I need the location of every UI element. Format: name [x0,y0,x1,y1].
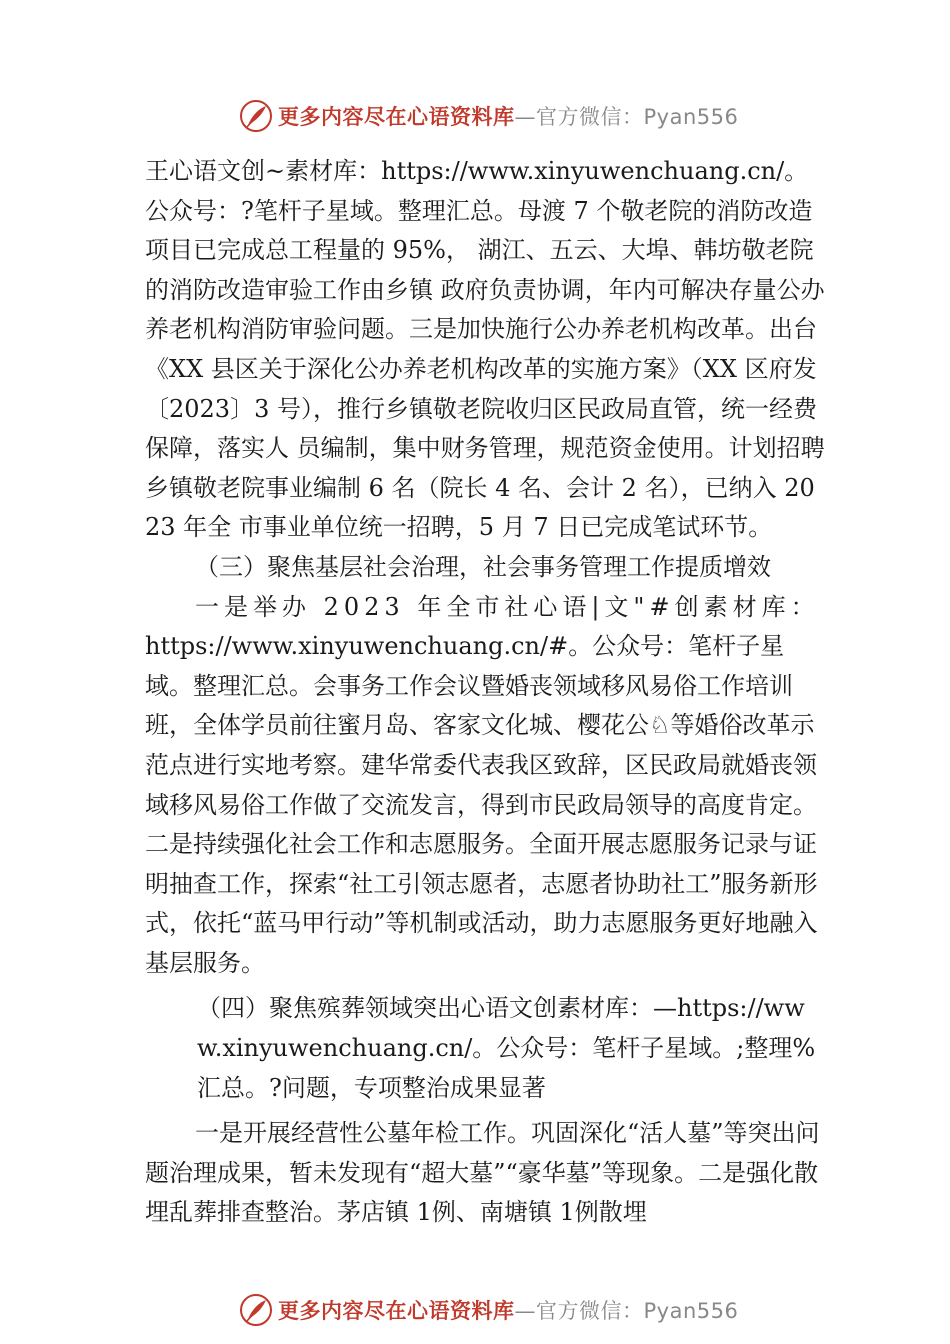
banner-wechat-text: —官方微信：Pyan556 [514,1299,739,1323]
header-banner [238,96,758,136]
banner-library-text: 更多内容尽在心语资料库 [278,1298,515,1323]
paragraph-3: 一是开展经营性公墓年检工作。巩固深化“活人墓”等突出问题治理成果，暂未发现有“超大墓”“豪华墓”等现象。二是强化散埋乱葬排查整治。茅店镇 1例、南塘镇 1例散埋 [145,1119,820,1227]
paragraph-2: https://www.xinyuwenchuang.cn/#。公众号：笔杆子星域。整理汇总。会事务工作会议暨婚丧领域移风易俗工作培训班，全体学员前往蜜月岛、客家文化城、樱花公♘等婚俗改革示范点进行实地考察。建华常委代表我区致辞，区民政局就婚丧领域移风易俗工作做了交流发言，得到市民政局领导的高度肯定。二是持续强化社会工作和志愿服务。全面开展志愿服务记录与证明抽查工作，探索“社工引领志愿者，志愿者协助社工”服务新形式，依托“蓝马甲行动”等机制或活动，助力志愿服务更好地融入基层服务。 [145,632,818,977]
paragraph-1: 王心语文创~素材库：https://www.xinyuwenchuang.cn/。公众号：?笔杆子星域。整理汇总。母渡 7 个敬老院的消防改造项目已完成总工程量的 95%， 湖江、五云、大埠、韩坊敬老院的消防改造审验工作由乡镇 政府负责协调，年内可解决存量公办养老机构消防审验问题。三是加快施行公办养老机构改革。出台《XX 县区关于深化公办养老机构改革的实施方案》（XX 区府发〔2023〕3 号），推行乡镇敬老院收归区民政局直管，统一经费保障，落实人 员编制，集中财务管理，规范资金使用。计划招聘乡镇敬老院事业编制 6 名（院长 4 名、会计 2 名），已纳入 2023 年全 市事业单位统一招聘，5 月 7 日已完成笔试环节。 [145,157,825,542]
section-heading-3: （三）聚焦基层社会治理，社会事务管理工作提质增效 [195,552,771,581]
footer-banner [238,1290,758,1330]
feather-quill-icon [238,1292,274,1328]
banner-library-text: 更多内容尽在心语资料库 [278,104,515,129]
paragraph-2-lead: 一是举办 2023 年全市社心语|文"#创素材库： [195,592,820,621]
section-heading-4: （四）聚焦殡葬领域突出心语文创素材库：—https://www.xinyuwenchuang.cn/。公众号：笔杆子星域。;整理%汇总。?问题，专项整治成果显著 [197,994,816,1102]
banner-wechat-text: —官方微信：Pyan556 [514,105,739,129]
document-body [145,152,825,1233]
feather-quill-icon [238,98,274,134]
